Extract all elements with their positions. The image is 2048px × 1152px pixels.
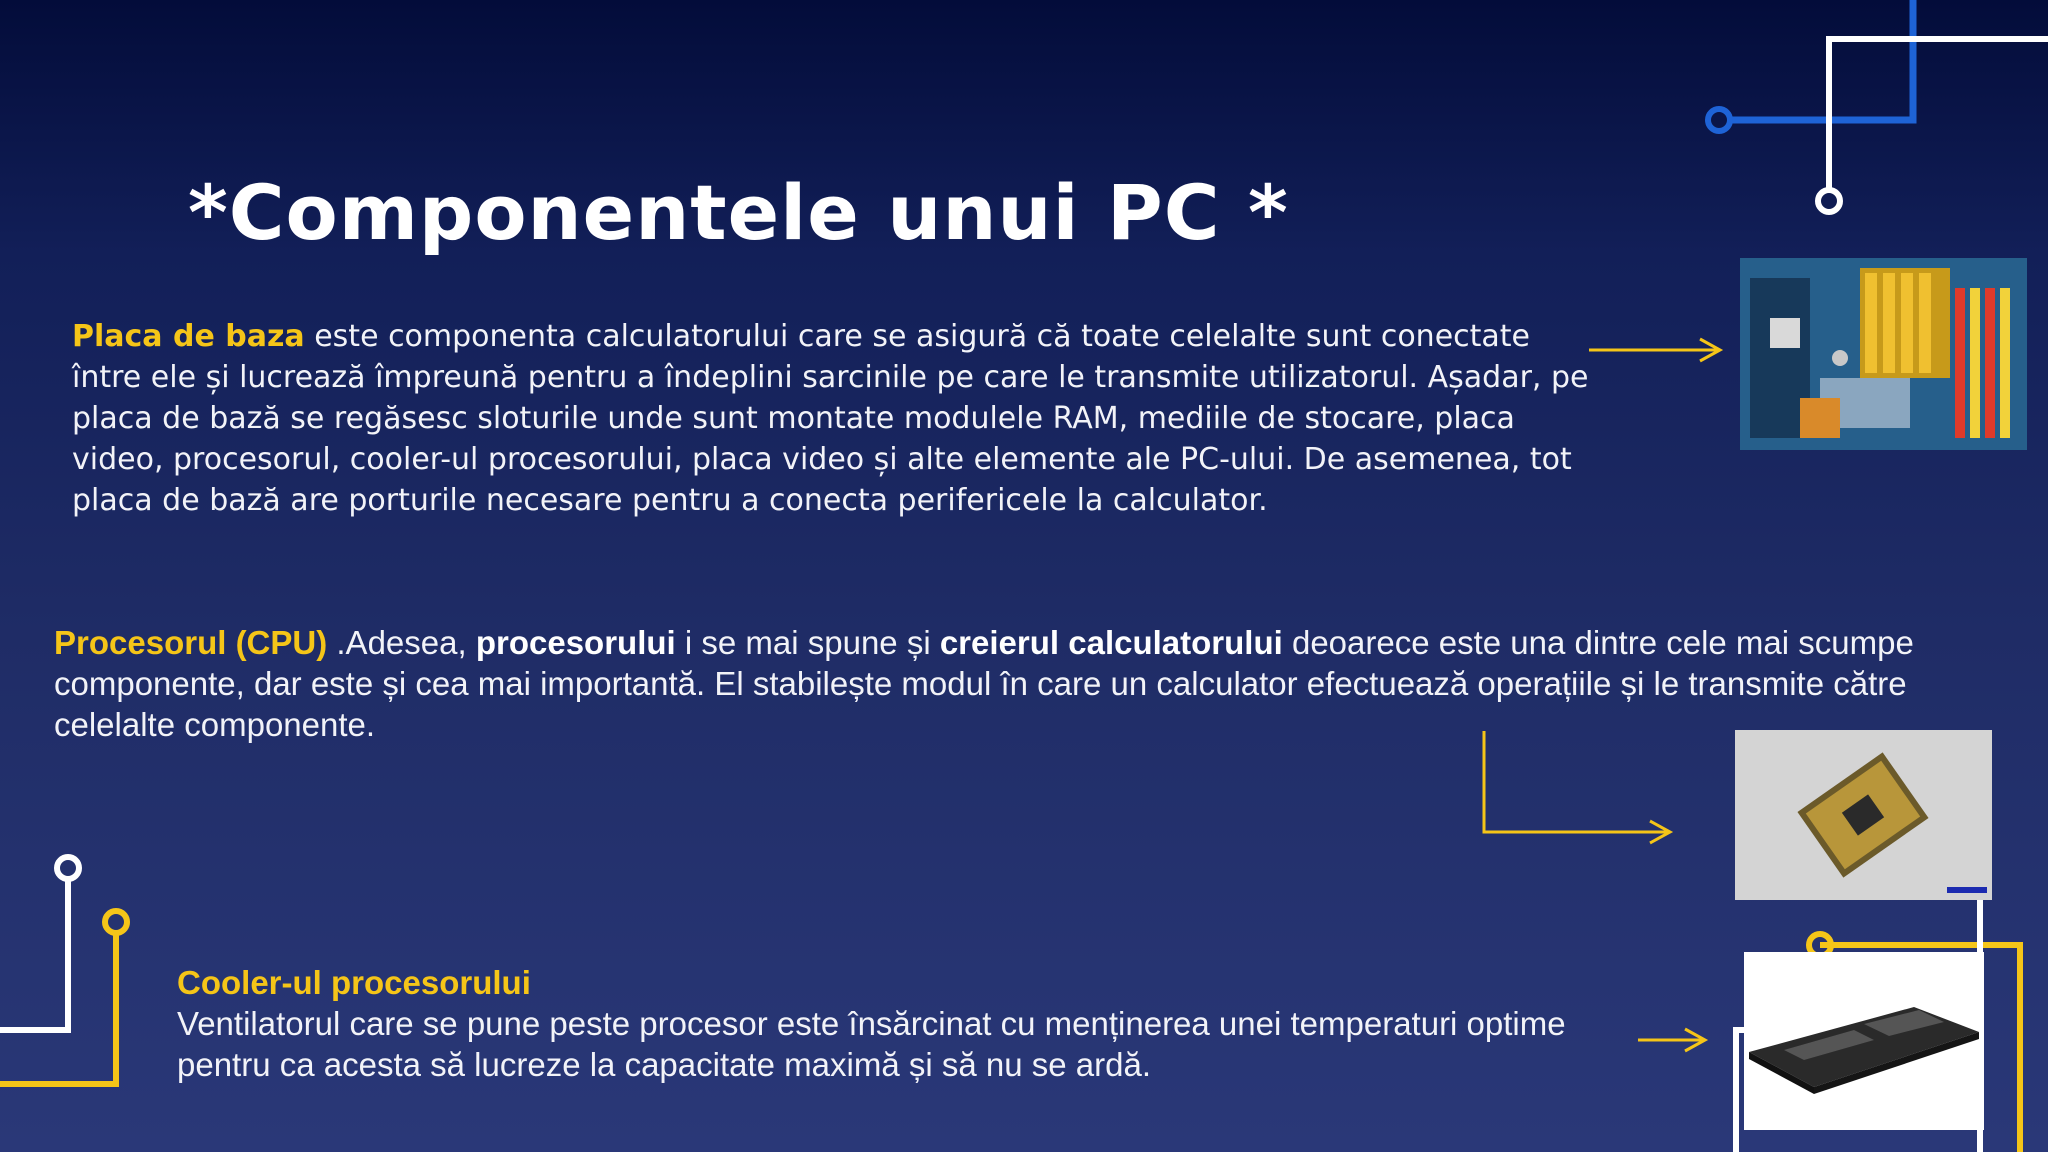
cooler-heading: Cooler-ul procesorului [177,964,531,1001]
white-circuit-node-left [57,857,79,879]
cpu-bold-2: creierul calculatorului [939,624,1283,661]
cpu-paragraph [54,622,2014,745]
yellow-circuit-node-left [105,911,127,933]
white-circuit-line-left [0,879,68,1030]
cpu-text-part3: deoarece este una dintre cele mai scumpe componente, dar este și cea mai importantă. El stabilește modul în care un calculator efectuează operațiile și le transmite către celelalte componente. [54,624,1914,743]
cooler-image [1744,952,1984,1130]
cooler-paragraph [177,962,1637,1085]
motherboard-highlight: Placa de baza [72,319,305,354]
cpu-image [1735,730,1992,900]
motherboard-paragraph [72,316,1592,521]
yellow-circuit-line-left [0,933,116,1084]
motherboard-text: este componenta calculatorului care se asigură că toate celelalte sunt conectate între ele și lucrează împreună pentru a îndeplini sarcinile pe care le transmite utilizatorul. Așadar, pe placa de bază se regăsesc sloturile unde sunt montate modulele RAM, mediile de stocare, placa video, procesorul, cooler-ul procesorului, placa video și alte elemente ale PC-ului. De asemenea, tot placa de bază are porturile necesare pentru a conecta perifericele la calculator. [72,319,1589,518]
blue-circuit-line [1731,0,1913,120]
cooler-text: Ventilatorul care se pune peste procesor este însărcinat cu menținerea unei temperaturi optime pentru ca acesta să lucreze la capacitate maximă și să nu se ardă. [177,1005,1566,1083]
cpu-text-part1: .Adesea, [327,624,476,661]
white-circuit-line [1829,39,2048,190]
blue-circuit-node [1708,109,1730,131]
cpu-bold-1: procesorului [475,624,676,661]
arrow-elbow-icon [1484,731,1670,843]
cpu-highlight: Procesorul (CPU) [54,624,328,661]
arrow-right-icon [1638,1029,1705,1051]
slide-title: *Componentele unui PC * [188,168,1289,257]
arrow-right-icon [1589,339,1720,361]
cpu-text-part2: i se mai spune și [675,624,940,661]
motherboard-image [1740,258,2027,450]
white-circuit-node [1818,190,1840,212]
